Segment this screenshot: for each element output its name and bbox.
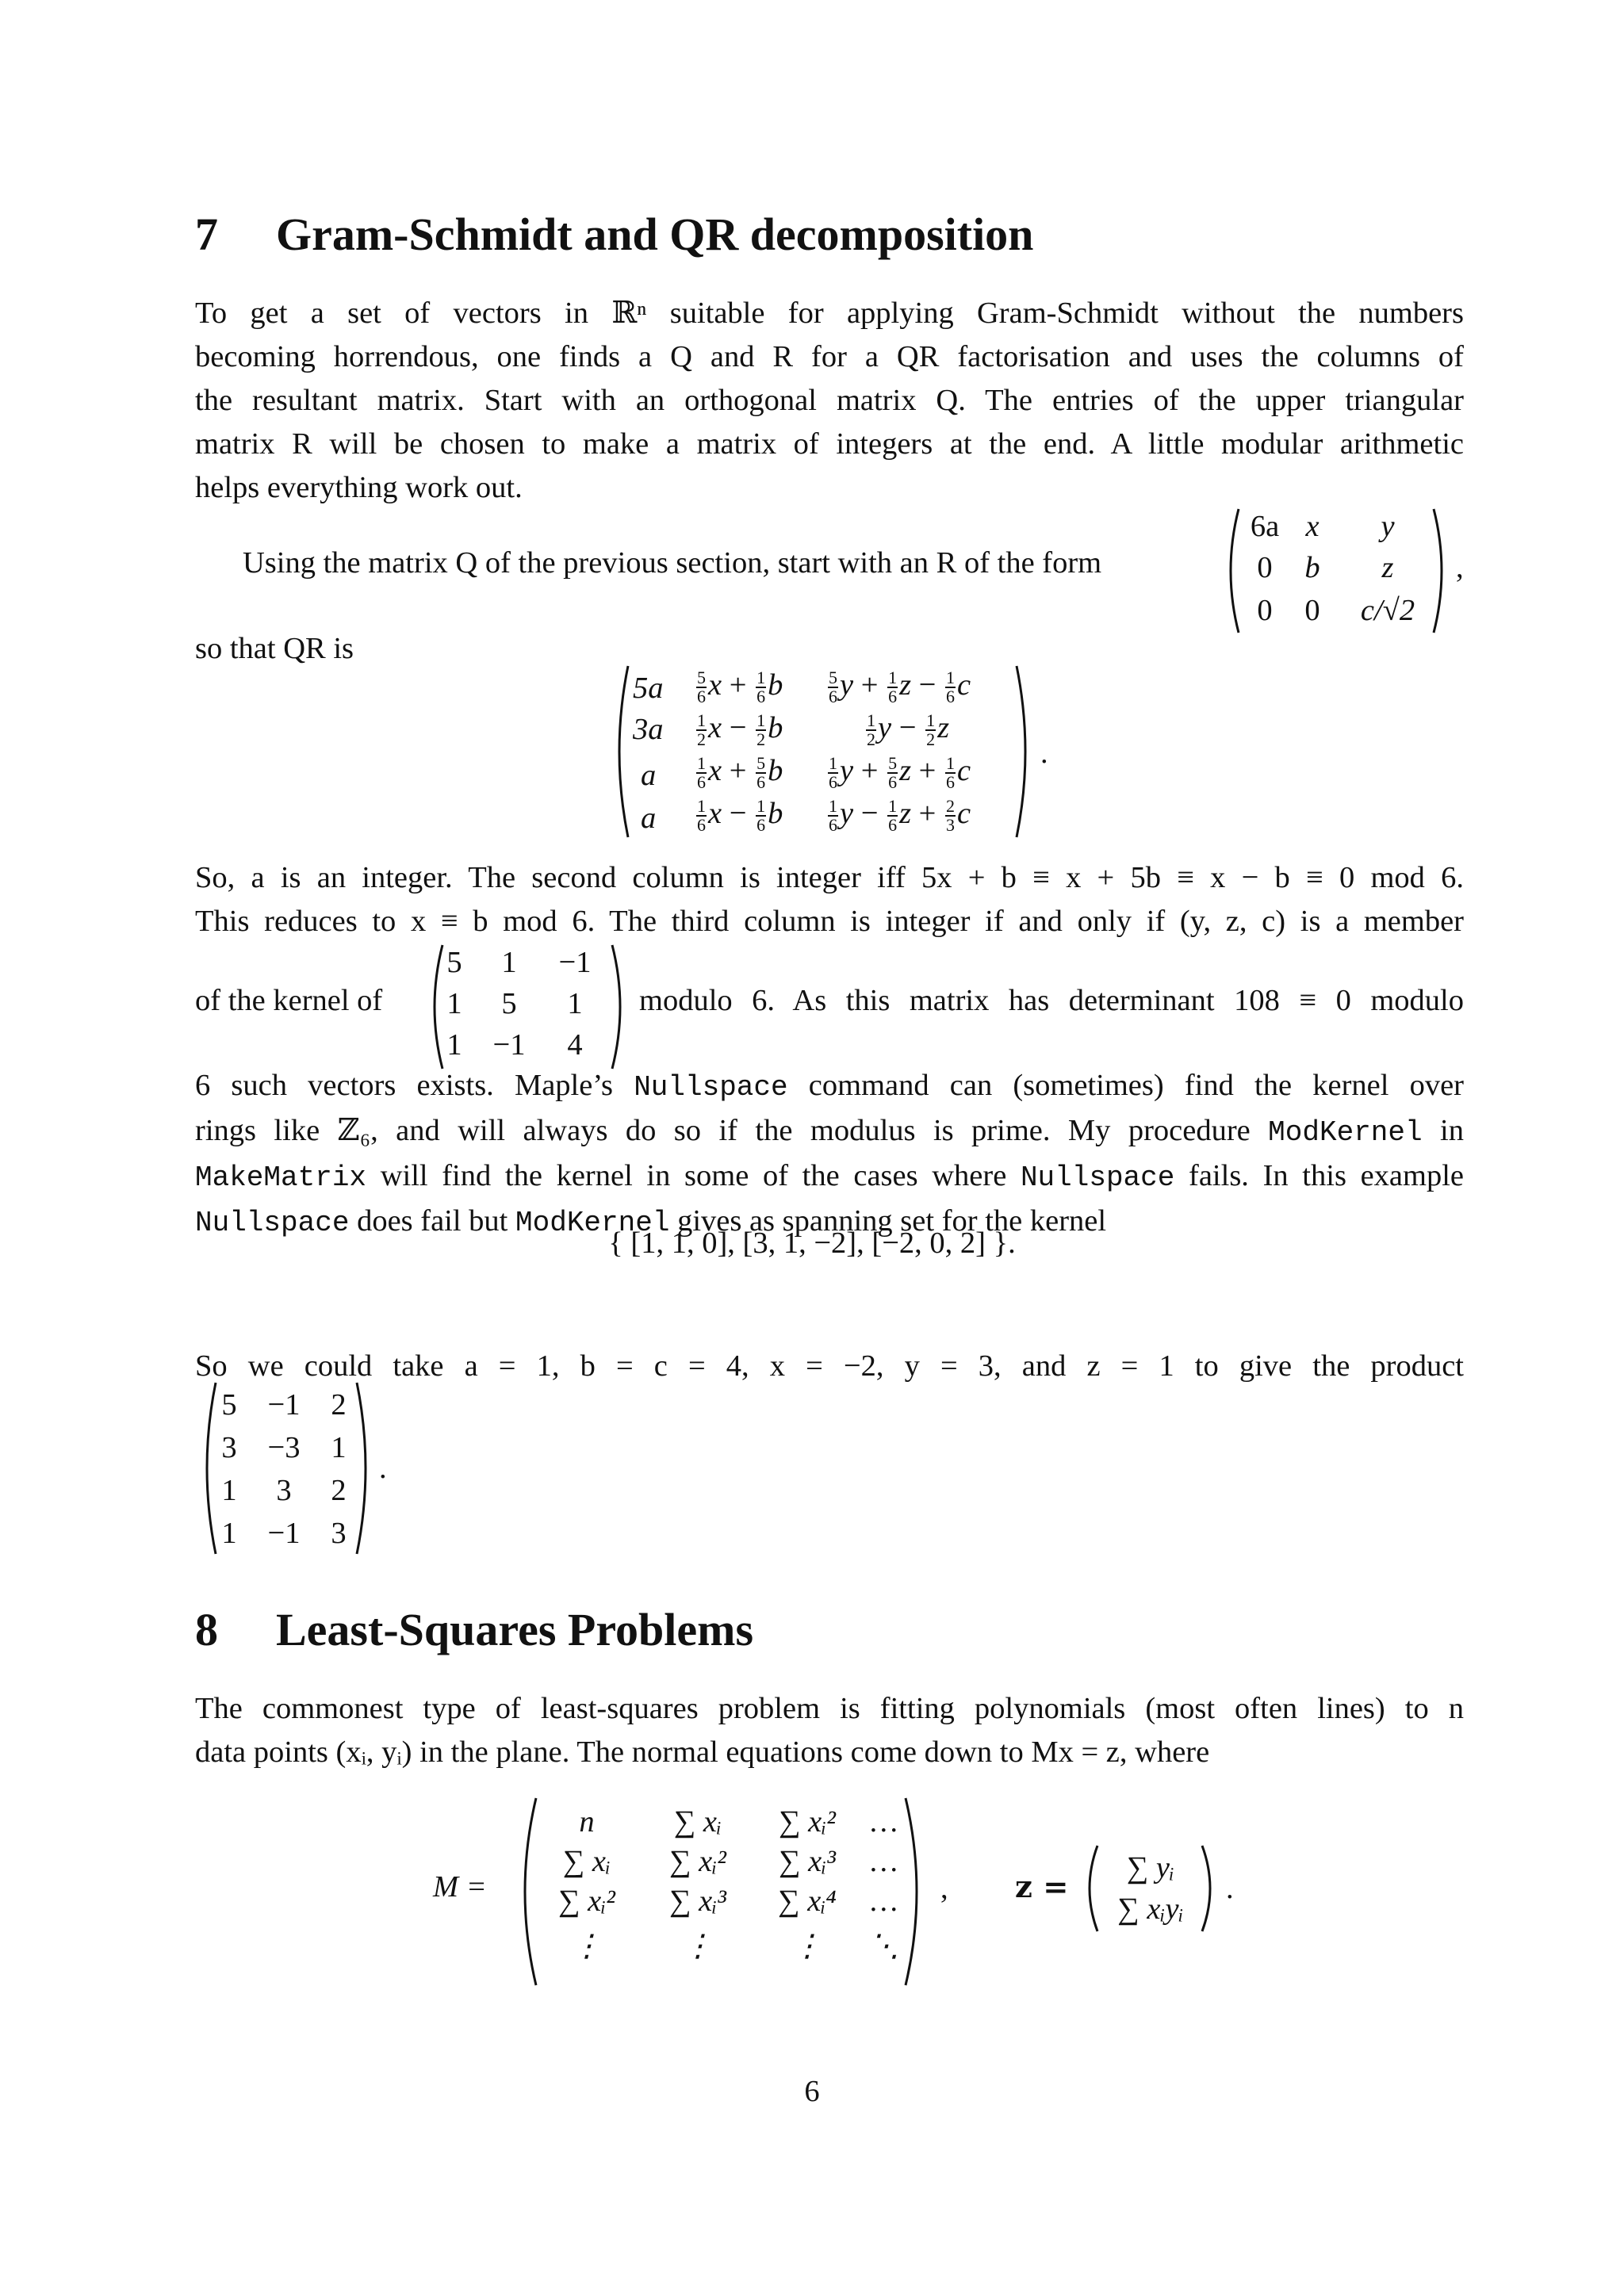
left-paren bbox=[1080, 1844, 1099, 1933]
matrix-cell: … bbox=[870, 1805, 898, 1839]
matrix-cell: … bbox=[870, 1885, 898, 1918]
text-line: To get a set of vectors in ℝⁿ suitable for applying Gram-Schmidt without the numbers bbox=[195, 297, 1464, 330]
matrix-cell: 3 bbox=[276, 1474, 292, 1507]
matrix-cell: −1 bbox=[492, 1028, 526, 1062]
section-title: Least-Squares Problems bbox=[276, 1604, 754, 1655]
text-line: rings like ℤ₆, and will always do so if the modulus is prime. My procedure ModKernel in bbox=[195, 1114, 1464, 1149]
matrix-cell: −1 bbox=[558, 946, 592, 979]
text-line: helps everything work out. bbox=[195, 471, 523, 504]
period: . bbox=[1040, 737, 1048, 770]
paragraph-least-squares bbox=[195, 1687, 1464, 1774]
right-paren bbox=[611, 943, 630, 1070]
matrix-cell: ∑ xᵢ bbox=[562, 1845, 611, 1878]
m-label: M = bbox=[433, 1870, 487, 1904]
matrix-cell: 3 bbox=[331, 1517, 347, 1550]
right-paren bbox=[355, 1381, 374, 1556]
matrix-cell: y bbox=[1381, 510, 1395, 543]
matrix-cell: 1 bbox=[221, 1474, 237, 1507]
matrix-cell: 1 bbox=[567, 987, 583, 1020]
text-line: matrix R will be chosen to make a matrix of integers at the end. A little modular arithmetic bbox=[195, 427, 1464, 461]
paragraph-intro bbox=[195, 292, 1464, 510]
matrix-cell: 0 bbox=[1257, 551, 1273, 584]
matrix-cell: x bbox=[1305, 510, 1320, 543]
paragraph-product bbox=[195, 1345, 1464, 1388]
matrix-cell: n bbox=[579, 1805, 595, 1839]
matrix-cell: c/√2 bbox=[1360, 594, 1415, 627]
left-paren bbox=[1221, 507, 1240, 634]
matrix-cell: a bbox=[641, 802, 657, 835]
matrix-cell: $\frac{5}{6}$ x + $\frac{1}{6}$ b bbox=[697, 668, 783, 707]
matrix-cell: ⋮ bbox=[571, 1930, 603, 1963]
left-paren bbox=[514, 1797, 538, 1987]
matrix-cell: 1 bbox=[331, 1431, 347, 1464]
matrix-cell: $\frac{1}{6}$ x − $\frac{1}{6}$ b bbox=[697, 796, 783, 836]
matrix-cell: 5a bbox=[633, 672, 664, 705]
period: . bbox=[1226, 1872, 1234, 1905]
text-line: This reduces to x ≡ b mod 6. The third column is integer if and only if (y, z, c) is a member bbox=[195, 905, 1464, 938]
matrix-cell: 3 bbox=[221, 1431, 237, 1464]
matrix-cell: 1 bbox=[221, 1517, 237, 1550]
page-number: 6 bbox=[804, 2075, 820, 2108]
section-number: 7 bbox=[195, 209, 218, 260]
text-kernel-prefix: of the kernel of bbox=[195, 984, 383, 1017]
text-line: The commonest type of least-squares problem is fitting polynomials (most often lines) to n bbox=[195, 1692, 1464, 1725]
matrix-cell: 5 bbox=[501, 987, 517, 1020]
z-label: z = bbox=[1015, 1869, 1069, 1905]
matrix-cell: b bbox=[1304, 551, 1320, 584]
matrix-cell: 1 bbox=[446, 987, 462, 1020]
period: . bbox=[379, 1452, 387, 1485]
matrix-cell: ∑ xᵢ² bbox=[669, 1845, 726, 1878]
text-line: data points (xᵢ, yᵢ) in the plane. The normal equations come down to Mx = z, where bbox=[195, 1735, 1210, 1769]
matrix-cell: $\frac{1}{6}$ y + $\frac{5}{6}$ z + $\frac{1}{6}$ c bbox=[829, 753, 971, 793]
left-paren bbox=[198, 1381, 217, 1556]
matrix-cell: $\frac{5}{6}$ y + $\frac{1}{6}$ z − $\frac{1}{6}$ c bbox=[829, 668, 971, 707]
matrix-cell: 1 bbox=[501, 946, 517, 979]
matrix-cell: 3a bbox=[633, 713, 664, 746]
left-paren bbox=[611, 664, 630, 839]
paragraph-r-form: Using the matrix Q of the previous section, start with an R of the form bbox=[243, 546, 1102, 580]
matrix-cell: ⋱ bbox=[868, 1930, 900, 1963]
right-paren bbox=[1201, 1844, 1220, 1933]
right-paren bbox=[1432, 507, 1451, 634]
paragraph-integer-conditions bbox=[195, 856, 1464, 943]
section-8-heading bbox=[195, 1603, 753, 1656]
matrix-cell: a bbox=[641, 759, 657, 792]
text-line: the resultant matrix. Start with an orthogonal matrix Q. The entries of the upper triangular bbox=[195, 384, 1464, 417]
matrix-cell: $\frac{1}{6}$ y − $\frac{1}{6}$ z + $\frac{2}{3}$ c bbox=[829, 796, 971, 836]
text-kernel-suffix: modulo 6. As this matrix has determinant 108 ≡ 0 modulo bbox=[639, 984, 1464, 1017]
matrix-cell: −3 bbox=[267, 1431, 301, 1464]
matrix-cell: ⋮ bbox=[682, 1930, 714, 1963]
text-line: So, a is an integer. The second column is integer iff 5x + b ≡ x + 5b ≡ x − b ≡ 0 mod 6. bbox=[195, 861, 1464, 894]
left-paren bbox=[425, 943, 444, 1070]
right-paren bbox=[1015, 664, 1034, 839]
matrix-cell: 4 bbox=[567, 1028, 583, 1062]
matrix-cell: z bbox=[1381, 551, 1394, 584]
matrix-cell: ⋮ bbox=[791, 1930, 823, 1963]
vector-cell: ∑ xᵢyᵢ bbox=[1117, 1892, 1184, 1926]
section-title: Gram-Schmidt and QR decomposition bbox=[276, 209, 1034, 260]
matrix-cell: 1 bbox=[446, 1028, 462, 1062]
text-line: So we could take a = 1, b = c = 4, x = −2, y = 3, and z = 1 to give the product bbox=[195, 1349, 1464, 1383]
right-paren bbox=[904, 1797, 928, 1987]
matrix-cell: … bbox=[870, 1845, 898, 1878]
matrix-cell: 5 bbox=[446, 946, 462, 979]
comma: , bbox=[1456, 551, 1464, 584]
text-line: Nullspace does fail but ModKernel gives as spanning set for the kernel bbox=[195, 1204, 1107, 1239]
matrix-cell: ∑ xᵢ² bbox=[779, 1805, 836, 1839]
section-number: 8 bbox=[195, 1604, 218, 1655]
matrix-cell: ∑ xᵢ⁴ bbox=[778, 1885, 837, 1918]
spanning-set: { [1, 1, 0], [3, 1, −2], [−2, 0, 2] }. bbox=[608, 1226, 1016, 1260]
matrix-cell: −1 bbox=[267, 1517, 301, 1550]
matrix-cell: −1 bbox=[267, 1388, 301, 1422]
matrix-cell: $\frac{1}{2}$ y − $\frac{1}{2}$ z bbox=[867, 710, 950, 750]
text-so-that: so that QR is bbox=[195, 632, 354, 665]
matrix-cell: 0 bbox=[1257, 594, 1273, 627]
paragraph-nullspace bbox=[195, 1064, 1464, 1245]
matrix-cell: $\frac{1}{6}$ x + $\frac{5}{6}$ b bbox=[697, 753, 783, 793]
matrix-cell: ∑ xᵢ³ bbox=[669, 1885, 726, 1918]
text-line: 6 such vectors exists. Maple’s Nullspace command can (sometimes) find the kernel over bbox=[195, 1069, 1464, 1104]
matrix-cell: ∑ xᵢ² bbox=[558, 1885, 615, 1918]
comma: , bbox=[940, 1872, 948, 1905]
section-7-heading bbox=[195, 208, 1033, 261]
matrix-cell: $\frac{1}{2}$ x − $\frac{1}{2}$ b bbox=[697, 710, 783, 750]
matrix-cell: 2 bbox=[331, 1474, 347, 1507]
text-line: becoming horrendous, one finds a Q and R for a QR factorisation and uses the columns of bbox=[195, 340, 1464, 373]
matrix-cell: 0 bbox=[1304, 594, 1320, 627]
matrix-cell: 6a bbox=[1250, 510, 1280, 543]
vector-cell: ∑ yᵢ bbox=[1126, 1851, 1175, 1885]
matrix-cell: 5 bbox=[221, 1388, 237, 1422]
text-line: MakeMatrix will find the kernel in some of the cases where Nullspace fails. In this example bbox=[195, 1159, 1464, 1194]
matrix-cell: ∑ xᵢ³ bbox=[779, 1845, 836, 1878]
matrix-cell: ∑ xᵢ bbox=[673, 1805, 722, 1839]
matrix-cell: 2 bbox=[331, 1388, 347, 1422]
